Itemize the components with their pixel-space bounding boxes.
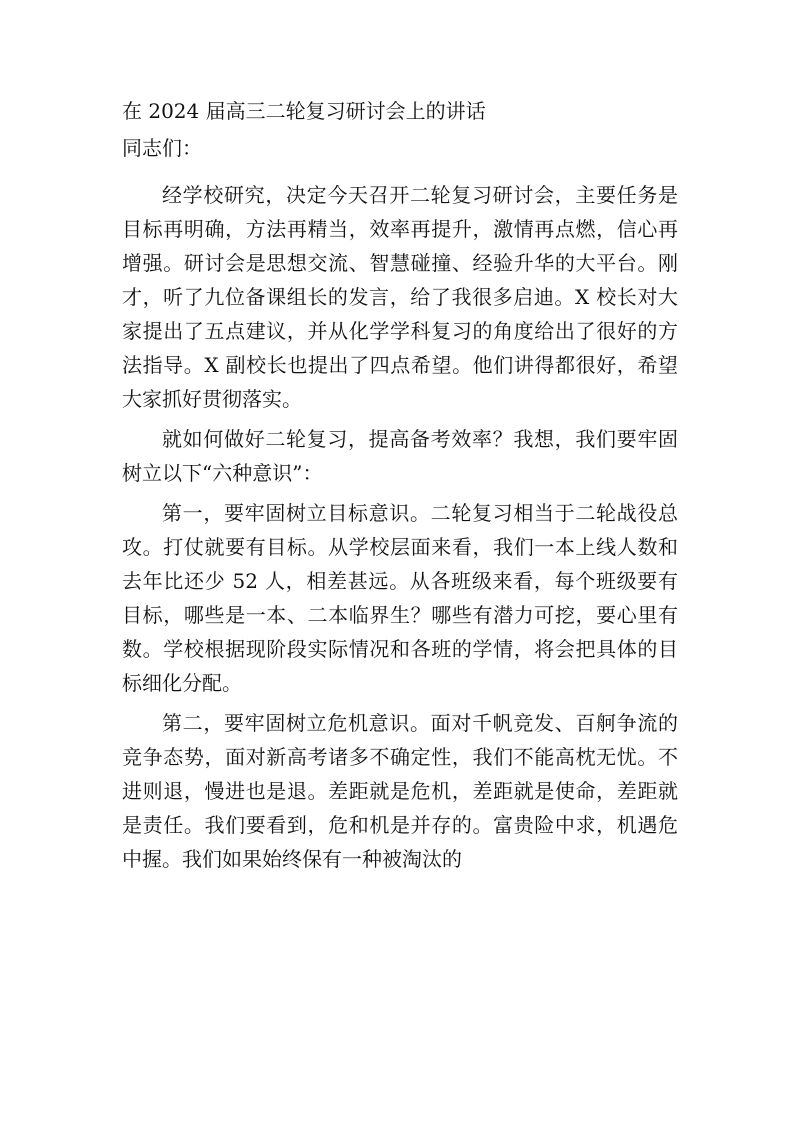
paragraph-second-point: 第二，要牢固树立危机意识。面对千帆竞发、百舸争流的竞争态势，面对新高考诸多不确定性，我们不能高枕无忧。不进则退，慢进也是退。差距就是危机，差距就是使命，差距就是责任。我们要看到，危和机是并存的。富贵险中求，机遇危中握。我们如果始终保有一种被淘汰的: [122, 711, 678, 871]
paragraph-intro: 经学校研究，决定今天召开二轮复习研讨会，主要任务是目标再明确，方法再精当，效率再提升，激情再点燃，信心再增强。研讨会是思想交流、智慧碰撞、经验升华的大平台。刚才，听了九位备课组长的发言，给了我很多启迪。X 校长对大家提出了五点建议，并从化学学科复习的角度给出了很好的方法指导。X 副校长也提出了四点希望。他们讲得都很好，希望大家抓好贯彻落实。: [122, 183, 678, 411]
paragraph-question: 就如何做好二轮复习，提高备考效率？我想，我们要牢固树立以下“六种意识”：: [122, 427, 678, 485]
paragraph-first-point: 第一，要牢固树立目标意识。二轮复习相当于二轮战役总攻。打仗就要有目标。从学校层面来看，我们一本上线人数和去年比还少 52 人，相差甚远。从各班级来看，每个班级要有目标，哪些是一本、二本临界生？哪些有潜力可挖，要心里有数。学校根据现阶段实际情况和各班的学情，将会把具体的目标细化分配。: [122, 501, 678, 695]
document-body: [122, 94, 678, 876]
salutation: 同志们：: [122, 136, 202, 160]
document-title: 在 2024 届高三二轮复习研讨会上的讲话: [122, 99, 486, 123]
